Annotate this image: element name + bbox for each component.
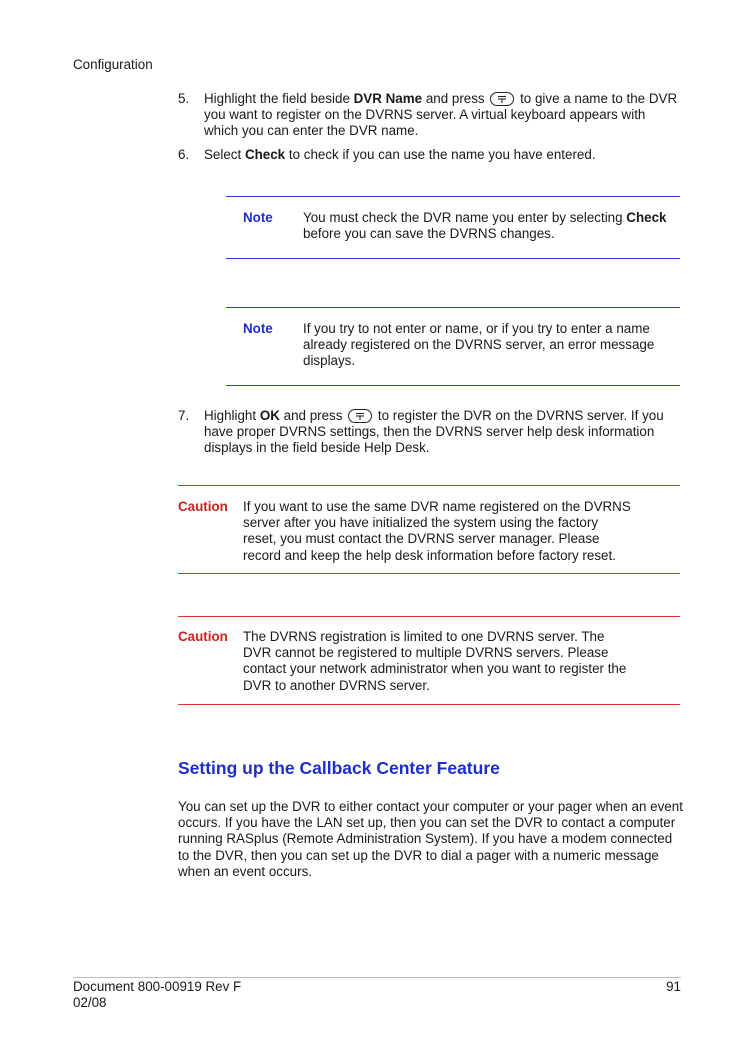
step-text-part: to give a name to the DVR you want to register on the DVRNS server. A virtual keyboard appears with which you can enter the DVR name. [204, 91, 678, 139]
section-heading: Setting up the Callback Center Feature [178, 758, 500, 778]
step-text-part: to register the DVR on the DVRNS server. If you have proper DVRNS settings, then the DVRNS server help desk information displays in the field beside Help Desk. [204, 408, 664, 456]
caution-text: The DVRNS registration is limited to one DVRNS server. The DVR cannot be registered to multiple DVRNS servers. Please contact your network administrator when you want to register the DVR to another DVRNS server. [243, 629, 627, 693]
note-text-part: You must check the DVR name you enter by selecting [303, 210, 627, 225]
note-box [226, 307, 680, 386]
step-text [204, 91, 683, 140]
ui-term: Check [626, 210, 667, 225]
note-label: Note [243, 321, 273, 336]
note-label: Note [243, 210, 273, 225]
ui-term: OK [259, 408, 280, 423]
caution-box [178, 616, 680, 705]
caution-label: Caution [178, 499, 228, 514]
ui-term: Check [244, 147, 286, 162]
step-text [204, 147, 683, 163]
running-header: Configuration [73, 57, 153, 72]
step-text-part: Highlight [204, 408, 260, 423]
note-text [303, 210, 673, 242]
step-7 [178, 408, 683, 457]
step-text [204, 408, 683, 457]
step-number: 6. [178, 147, 190, 162]
step-text-part: Highlight the field beside [204, 91, 354, 106]
caution-label: Caution [178, 629, 228, 644]
enter-key-icon [490, 92, 514, 106]
note-box [226, 196, 680, 259]
step-number: 5. [178, 91, 190, 106]
step-5 [178, 91, 683, 140]
enter-key-icon [348, 409, 372, 423]
step-number: 7. [178, 408, 190, 423]
step-6 [178, 147, 683, 163]
step-text-part: and press [279, 408, 347, 423]
note-text-part: before you can save the DVRNS changes. [303, 226, 555, 242]
step-text-part: and press [422, 91, 489, 106]
ui-term: DVR Name [353, 91, 423, 106]
document-date: 02/08 [73, 995, 107, 1011]
footer-divider [73, 977, 681, 978]
page-number: 91 [666, 979, 681, 994]
document-number: Document 800-00919 Rev F [73, 979, 242, 994]
footer-document-info [73, 979, 241, 1011]
note-text: If you try to not enter or name, or if you try to enter a name already registered on the DVRNS server, an error message displays. [303, 321, 655, 369]
caution-box [178, 485, 680, 574]
section-paragraph: You can set up the DVR to either contact your computer or your pager when an event occurs. If you have the LAN set up, then you can set the DVR to contact a computer running RASplus (Remote Administration System). If you have a modem connected to the DVR, then you can set up the DVR to dial a pager with a numeric message when an event occurs. [178, 799, 683, 879]
caution-text: If you want to use the same DVR name registered on the DVRNS server after you have initialized the system using the factory reset, you must contact the DVRNS server manager. Please record and keep the help desk information before factory reset. [243, 499, 631, 563]
step-text-part: Select [204, 147, 245, 162]
step-text-part: to check if you can use the name you have entered. [285, 147, 596, 162]
